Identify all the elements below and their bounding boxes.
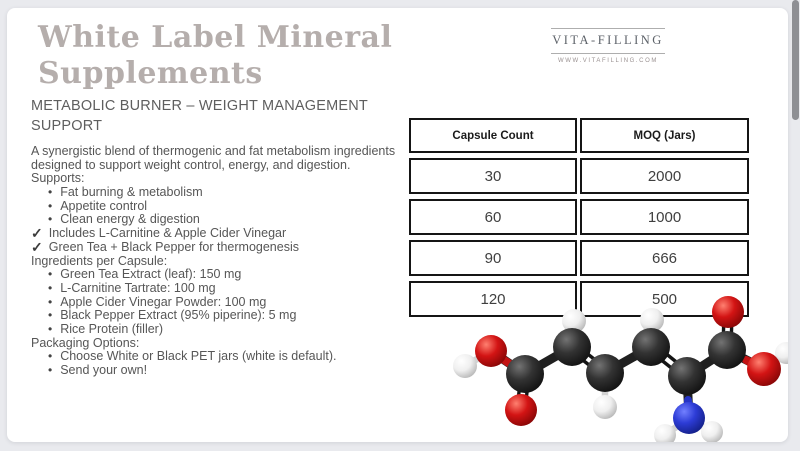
carbon-atom <box>632 328 670 366</box>
table-value-cell: 90 <box>409 240 577 276</box>
description-block <box>31 145 433 378</box>
line-text: Apple Cider Vinegar Powder: 100 mg <box>60 294 267 309</box>
hydrogen-atom <box>701 421 723 442</box>
table-value-cell: 30 <box>409 158 577 194</box>
line-text: Green Tea Extract (leaf): 150 mg <box>60 267 242 282</box>
carbon-atom <box>586 354 624 392</box>
line-text: Includes L-Carnitine & Apple Cider Vinegar <box>48 226 287 241</box>
oxygen-atom <box>505 394 537 426</box>
bullet-item <box>31 364 433 378</box>
brand-name: VITA-FILLING <box>551 28 665 54</box>
molecule-image <box>440 296 788 442</box>
bullet-item <box>31 200 433 214</box>
hydrogen-atom <box>593 395 617 419</box>
bullet-icon: • <box>48 212 53 227</box>
oxygen-atom <box>475 335 507 367</box>
check-line <box>31 238 433 255</box>
bullet-item <box>31 268 433 282</box>
line-text: A synergistic blend of thermogenic and fat metabolism ingredients <box>31 144 396 158</box>
slide-subtitle: METABOLIC BURNER – WEIGHT MANAGEMENT SUPPORT <box>31 98 368 134</box>
bullet-icon: • <box>48 185 53 200</box>
nitrogen-atom <box>673 402 705 434</box>
bullet-icon: • <box>48 321 53 336</box>
line-text: Fat burning & metabolism <box>60 185 203 200</box>
line-text: Choose White or Black PET jars (white is default). <box>60 349 337 364</box>
carbon-atom <box>708 331 746 369</box>
line-text: Black Pepper Extract (95% piperine): 5 mg <box>60 308 297 323</box>
table-value-cell: 60 <box>409 199 577 235</box>
table-value-cell: 120 <box>409 281 577 317</box>
line-text: Packaging Options: <box>31 335 140 350</box>
bullet-icon: • <box>48 280 53 295</box>
bullet-item <box>31 213 433 227</box>
table-value-cell: 500 <box>580 281 749 317</box>
table-header-cell: Capsule Count <box>409 118 577 153</box>
hydrogen-atom <box>453 354 477 378</box>
line-text: Ingredients per Capsule: <box>31 253 168 268</box>
text-line <box>31 159 433 173</box>
line-text: Clean energy & digestion <box>60 212 200 227</box>
text-line <box>31 172 433 186</box>
bullet-icon: • <box>48 308 53 323</box>
line-text: L-Carnitine Tartrate: 100 mg <box>60 280 216 295</box>
bullet-icon: • <box>48 349 53 364</box>
table-header-cell: MOQ (Jars) <box>580 118 749 153</box>
bullet-icon: • <box>48 363 53 377</box>
bullet-item <box>31 350 433 364</box>
slide-canvas <box>7 8 788 442</box>
check-icon: ✓ <box>31 238 43 255</box>
bullet-item <box>31 296 433 310</box>
scrollbar-thumb[interactable] <box>792 0 799 120</box>
text-line <box>31 145 433 159</box>
bullet-item <box>31 309 433 323</box>
brand-website: WWW.VITAFILLING.COM <box>558 58 658 64</box>
carbon-atom <box>553 328 591 366</box>
check-line <box>31 227 433 241</box>
table-value-cell: 1000 <box>580 199 749 235</box>
bullet-item <box>31 186 433 200</box>
table-value-cell: 666 <box>580 240 749 276</box>
text-line <box>31 255 433 269</box>
bullet-item <box>31 323 433 337</box>
carbon-atom <box>506 355 544 393</box>
text-line <box>31 337 433 351</box>
slide-title: White Label Mineral Supplements <box>38 20 393 91</box>
line-text: designed to support weight control, energy, and digestion. <box>31 157 351 172</box>
line-text: Appetite control <box>60 198 148 213</box>
bullet-item <box>31 282 433 296</box>
bullet-icon: • <box>48 267 53 282</box>
brand-logo <box>551 28 665 64</box>
molecule-atoms <box>453 296 788 442</box>
check-icon: ✓ <box>31 225 43 242</box>
line-text: Supports: <box>31 171 85 186</box>
moq-table <box>409 118 749 317</box>
line-text: Rice Protein (filler) <box>60 321 164 336</box>
table-value-cell: 2000 <box>580 158 749 194</box>
oxygen-atom <box>712 296 744 328</box>
line-text: Green Tea + Black Pepper for thermogenesis <box>48 239 299 254</box>
bullet-icon: • <box>48 198 53 213</box>
oxygen-atom <box>747 352 781 386</box>
carbon-atom <box>668 357 706 395</box>
bullet-icon: • <box>48 294 53 309</box>
line-text: Send your own! <box>60 363 148 377</box>
